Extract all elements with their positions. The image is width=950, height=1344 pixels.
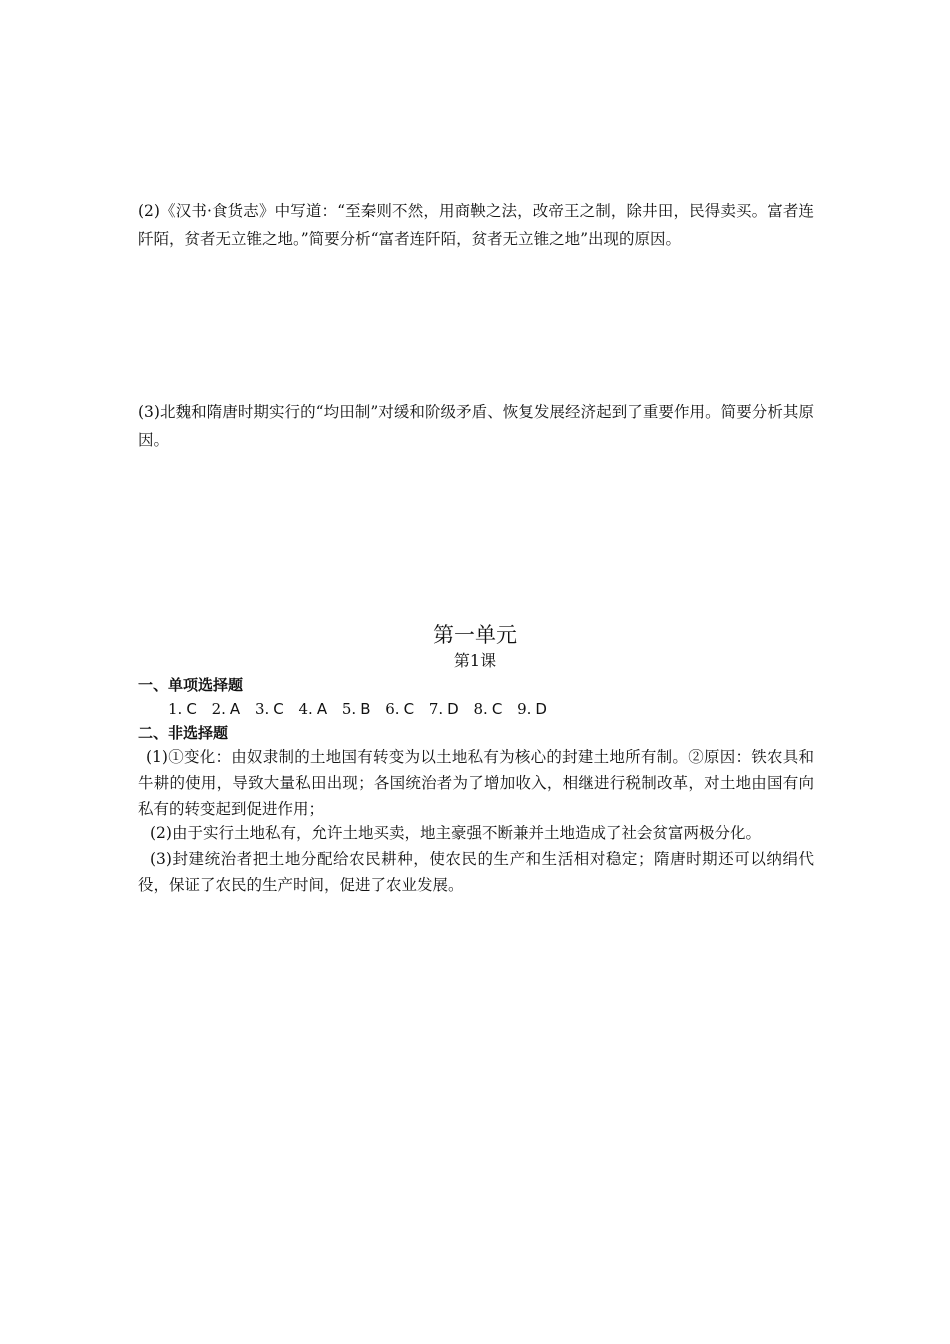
- choice-answer-list: [168, 697, 557, 721]
- choice-answer: [255, 697, 284, 721]
- choice-letter: C: [403, 700, 415, 718]
- choice-answer: [342, 697, 371, 721]
- choice-answer: [212, 697, 241, 721]
- choice-number: 6.: [385, 700, 400, 718]
- choice-letter: D: [535, 700, 547, 718]
- choice-letter: B: [360, 700, 371, 718]
- answer-3: (3)封建统治者把土地分配给农民耕种，使农民的生产和生活相对稳定；隋唐时期还可以纳绢代役，保证了农民的生产时间，促进了农业发展。: [138, 850, 814, 894]
- unit-title: 第一单元: [433, 623, 517, 647]
- choice-letter: A: [316, 700, 328, 718]
- section-heading-single-choice: 一、单项选择题: [138, 676, 244, 694]
- lesson-title: 第1课: [453, 651, 497, 670]
- choice-answer: [517, 697, 547, 721]
- choice-number: 3.: [254, 700, 270, 718]
- choice-letter: D: [447, 700, 459, 718]
- choice-number: 8.: [473, 700, 488, 718]
- choice-answer: [385, 697, 414, 721]
- choice-letter: C: [186, 700, 197, 718]
- choice-number: 1.: [168, 700, 183, 718]
- answer-2: (2)由于实行土地私有，允许土地买卖，地主豪强不断兼并土地造成了社会贫富两极分化。: [150, 824, 761, 842]
- choice-letter: A: [229, 700, 241, 718]
- choice-letter: C: [273, 700, 284, 718]
- answer-1: (1)①变化：由奴隶制的土地国有转变为以土地私有为核心的封建土地所有制。②原因：铁农具和牛耕的使用，导致大量私田出现；各国统治者为了增加收入，相继进行税制改革，对土地由国有向私有的转变起到促进作用；: [138, 748, 814, 818]
- choice-letter: C: [491, 700, 503, 718]
- choice-answer: [474, 697, 503, 721]
- choice-number: 5.: [341, 700, 357, 718]
- choice-number: 7.: [428, 700, 444, 718]
- section-heading-non-choice: 二、非选择题: [138, 724, 229, 742]
- question-2: (2)《汉书·食货志》中写道：“至秦则不然，用商鞅之法，改帝王之制，除井田，民得卖买。富者连阡陌，贫者无立锥之地。”简要分析“富者连阡陌，贫者无立锥之地”出现的原因。: [138, 202, 814, 248]
- choice-answer: [429, 697, 459, 721]
- choice-answer: [168, 697, 197, 721]
- choice-answer: [299, 697, 328, 721]
- choice-number: 2.: [211, 700, 226, 718]
- choice-number: 9.: [517, 700, 532, 718]
- question-3: (3)北魏和隋唐时期实行的“均田制”对缓和阶级矛盾、恢复发展经济起到了重要作用。简要分析其原因。: [138, 403, 814, 449]
- choice-number: 4.: [298, 700, 313, 718]
